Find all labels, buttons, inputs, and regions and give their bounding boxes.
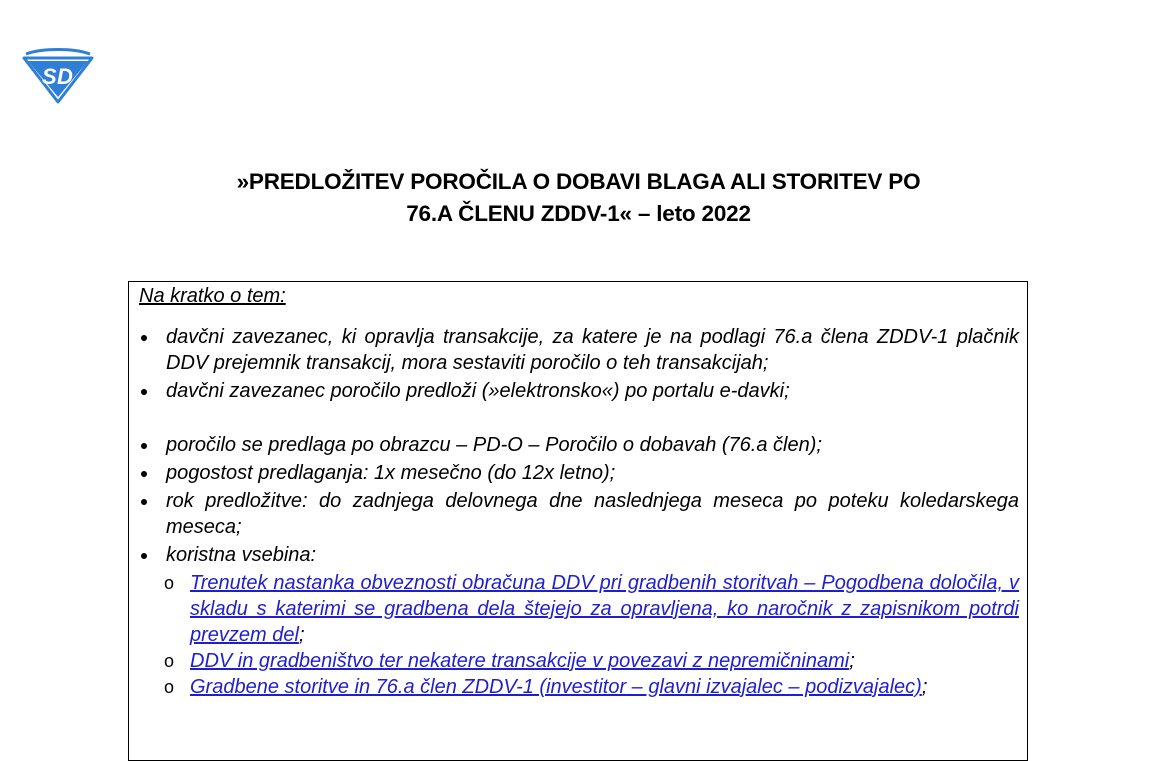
title-line-1: »PREDLOŽITEV POROČILA O DOBAVI BLAGA ALI STORITEV PO xyxy=(236,169,921,194)
list-item xyxy=(129,324,1019,376)
link-construction-services-76a[interactable]: Gradbene storitve in 76.a člen ZDDV-1 (investitor – glavni izvajalec – podizvajalec) xyxy=(190,676,922,698)
link-construction-vat-timing[interactable]: Trenutek nastanka obveznosti obračuna DDV pri gradbenih storitvah – Pogodbena določila, v skladu s katerimi se gradbena dela štejejo za opravljena, ko naročnik z zapisnikom potrdi prevzem del xyxy=(190,572,1019,646)
hollow-bullet-icon: o xyxy=(164,651,175,671)
list-item xyxy=(129,378,1019,404)
svg-text:S: S xyxy=(42,64,57,89)
link-suffix: ; xyxy=(921,676,928,698)
list-item xyxy=(129,460,1019,486)
list-item xyxy=(129,488,1019,540)
hollow-bullet-icon: o xyxy=(164,677,175,697)
link-suffix: ; xyxy=(298,624,305,646)
bullet-icon xyxy=(141,335,147,341)
sd-shield-logo xyxy=(22,48,94,104)
svg-text:D: D xyxy=(57,64,73,89)
list-item-text: pogostost predlaganja: 1x mesečno (do 12x letno); xyxy=(166,462,616,484)
list-item-text: koristna vsebina: xyxy=(166,544,317,566)
title-line-2: 76.A ČLENU ZDDV-1« – leto 2022 xyxy=(406,201,751,226)
bullet-icon xyxy=(141,553,147,559)
summary-heading: Na kratko o tem: xyxy=(139,285,286,307)
list-item xyxy=(129,432,1019,458)
bullet-icon xyxy=(141,499,147,505)
useful-content-sublist xyxy=(129,570,1019,700)
bullet-icon xyxy=(141,471,147,477)
list-item-text: davčni zavezanec, ki opravlja transakcije, za katere je na podlagi 76.a člena ZDDV-1 plačnik DDV prejemnik transakcij, mora sestaviti poročilo o teh transakcijah; xyxy=(166,326,1019,374)
summary-box xyxy=(128,281,1028,761)
list-item xyxy=(129,542,1019,568)
sublist-item xyxy=(129,674,1019,700)
summary-list xyxy=(129,324,1019,700)
hollow-bullet-icon: o xyxy=(164,573,175,593)
bullet-icon xyxy=(141,443,147,449)
useful-content-sublist-container xyxy=(129,570,1019,700)
list-item-text: rok predložitve: do zadnjega delovnega dne naslednjega meseca po poteku koledarskega meseca; xyxy=(166,490,1019,538)
sublist-item xyxy=(129,648,1019,674)
sublist-item xyxy=(129,570,1019,648)
document-title xyxy=(0,166,1157,230)
link-suffix: ; xyxy=(849,650,855,672)
link-vat-construction-real-estate[interactable]: DDV in gradbeništvo ter nekatere transakcije v povezavi z nepremičninami xyxy=(190,650,850,672)
list-item-text: davčni zavezanec poročilo predloži (»elektronsko«) po portalu e-davki; xyxy=(166,380,790,402)
list-item-text: poročilo se predlaga po obrazcu – PD-O – Poročilo o dobavah (76.a člen); xyxy=(166,434,822,456)
bullet-icon xyxy=(141,389,147,395)
